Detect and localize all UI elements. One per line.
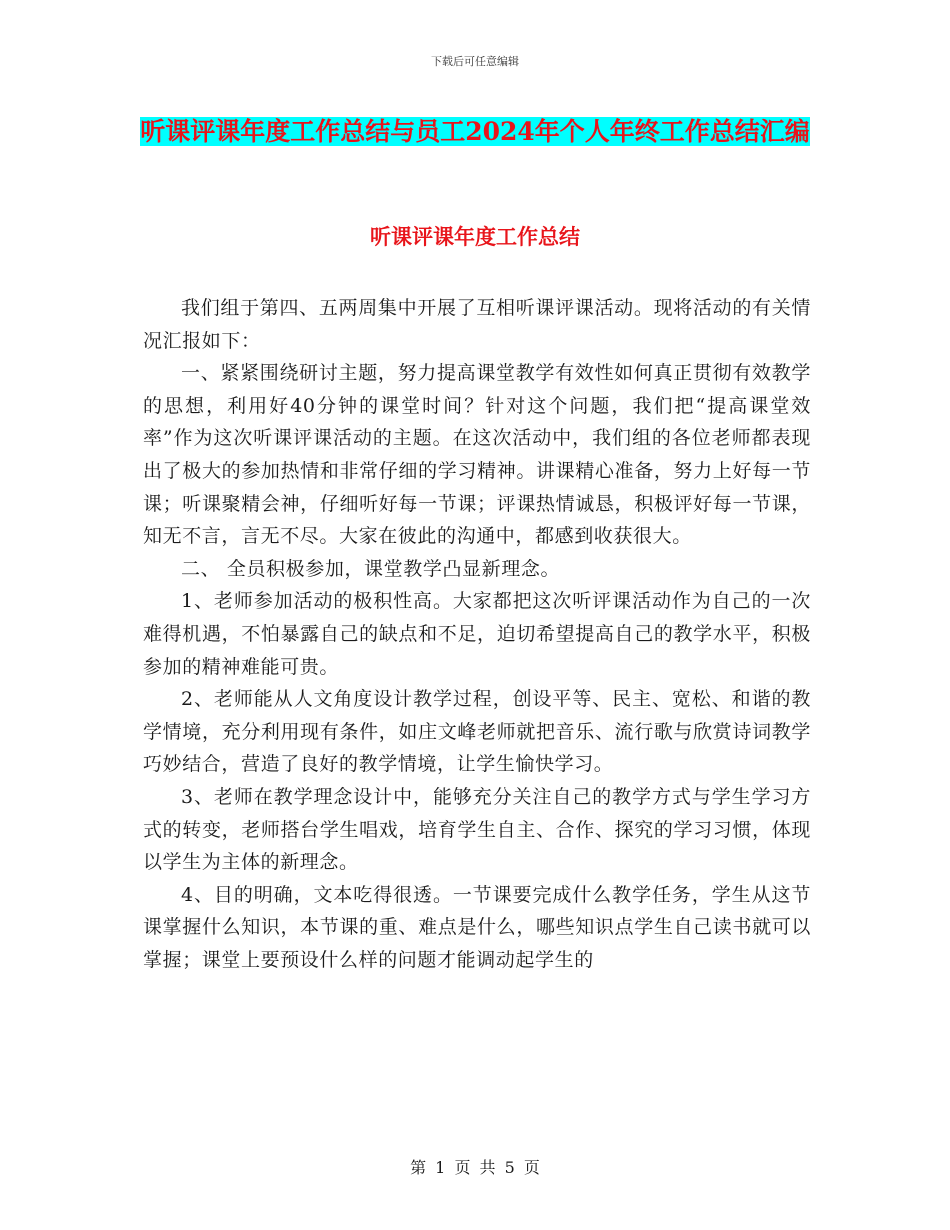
- paragraph: 一、紧紧围绕研讨主题，努力提高课堂教学有效性如何真正贯彻有效教学的思想，利用好40分钟的课堂时间？针对这个问题，我们把“提高课堂效率”作为这次听课评课活动的主题。在这次活动中，我们组的各位老师都表现出了极大的参加热情和非常仔细的学习精神。讲课精心准备，努力上好每一节课；听课聚精会神，仔细听好每一节课；评课热情诚恳，积极评好每一节课，知无不言，言无不尽。大家在彼此的沟通中，都感到收获很大。: [143, 362, 811, 548]
- paragraph: 1、老师参加活动的极积性高。大家都把这次听评课活动作为自己的一次难得机遇，不怕暴露自己的缺点和不足，迫切希望提高自己的教学水平，积极参加的精神难能可贵。: [143, 590, 811, 678]
- document-title: [140, 110, 810, 154]
- page-header-note: 下载后可任意编辑: [431, 55, 519, 68]
- paragraph: 我们组于第四、五两周集中开展了互相听课评课活动。现将活动的有关情况汇报如下：: [143, 297, 811, 352]
- document-body: [143, 292, 811, 976]
- paragraph: 2、老师能从人文角度设计教学过程，创设平等、民主、宽松、和谐的教学情境，充分利用现有条件，如庄文峰老师就把音乐、流行歌与欣赏诗词教学巧妙结合，营造了良好的教学情境，让学生愉快学习。: [143, 688, 811, 776]
- page-number-footer: 第 1 页 共 5 页: [410, 1158, 540, 1177]
- document-title-text: 听课评课年度工作总结与员工2024年个人年终工作总结汇编: [140, 117, 810, 146]
- paragraph: 3、老师在教学理念设计中，能够充分关注自己的教学方式与学生学习方式的转变，老师搭台学生唱戏，培育学生自主、合作、探究的学习习惯，体现以学生为主体的新理念。: [143, 785, 811, 874]
- section-title: 听课评课年度工作总结: [370, 224, 580, 249]
- paragraph: 4、目的明确，文本吃得很透。一节课要完成什么教学任务，学生从这节课掌握什么知识，本节课的重、难点是什么，哪些知识点学生自己读书就可以掌握；课堂上要预设什么样的问题才能调动起学生的: [143, 883, 811, 971]
- paragraph: 二、 全员积极参加，课堂教学凸显新理念。: [181, 557, 561, 580]
